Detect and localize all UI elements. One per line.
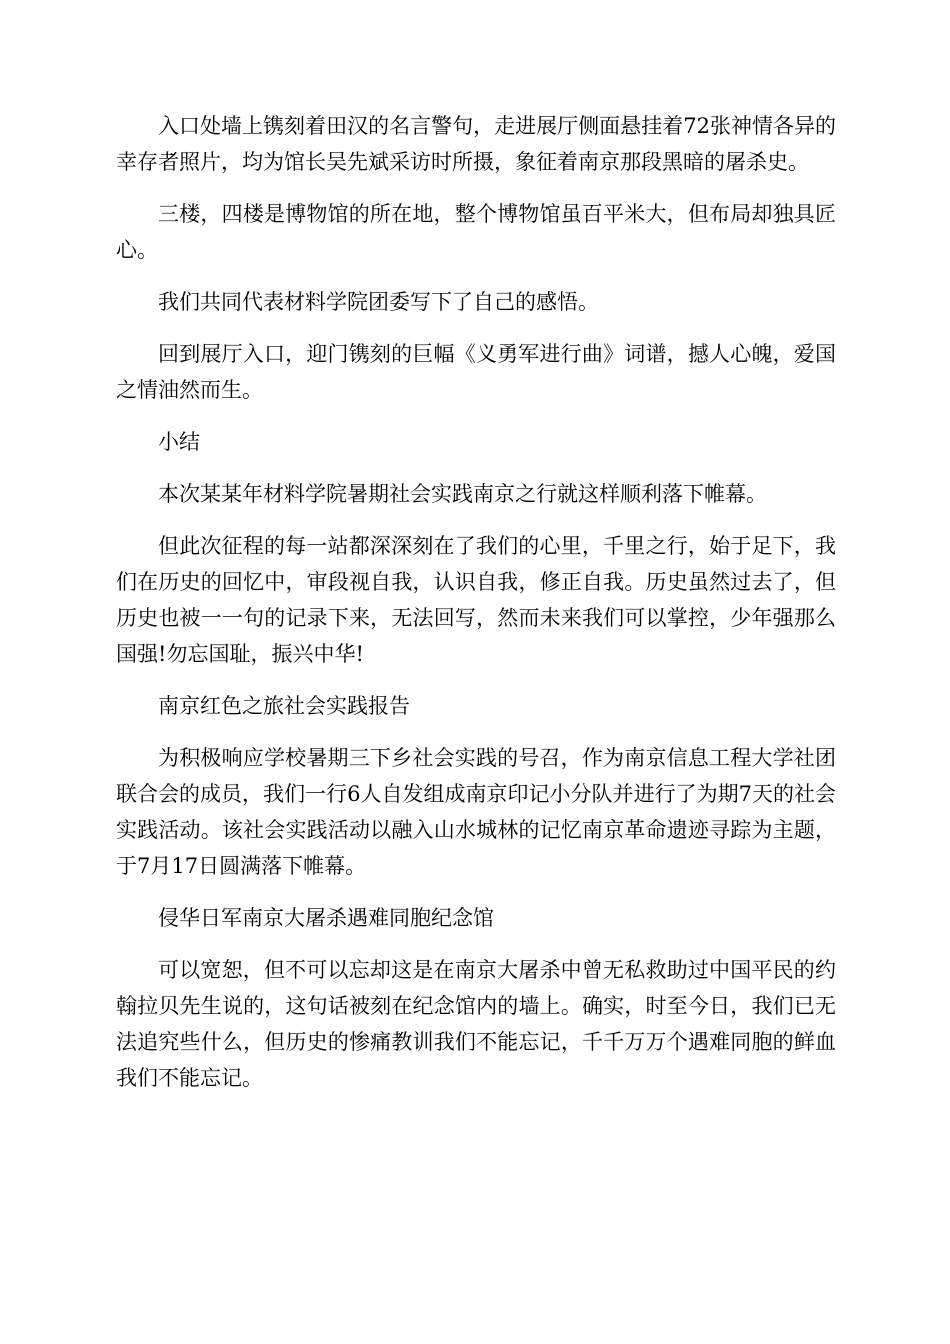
paragraph-trip-conclusion: 本次某某年材料学院暑期社会实践南京之行就这样顺利落下帷幕。 xyxy=(158,482,767,506)
paragraph-journey-reflection: 但此次征程的每一站都深深刻在了我们的心里，千里之行，始于足下，我们在历史的回忆中，审段视自我，认识自我，修正自我。历史虽然过去了，但历史也被一一句的记录下来，无法回写，然而未来我们可以掌控，少年强那么国强!勿忘国耻，振兴中华! xyxy=(116,534,836,666)
paragraph-report-intro: 为积极响应学校暑期三下乡社会实践的号召，作为南京信息工程大学社团联合会的成员，我们一行6人自发组成南京印记小分队并进行了为期7天的社会实践活动。该社会实践活动以融入山水城林的记忆南京革命遗迹寻踪为主题，于7月17日圆满落下帷幕。 xyxy=(116,746,836,878)
document-page xyxy=(116,108,836,1112)
paragraph-rabe-quote: 可以宽恕，但不可以忘却这是在南京大屠杀中曾无私救助过中国平民的约翰拉贝先生说的，这句话被刻在纪念馆内的墙上。确实，时至今日，我们已无法追究些什么，但历史的惨痛教训我们不能忘记，千千万万个遇难同胞的鲜血我们不能忘记。 xyxy=(116,958,836,1090)
paragraph-team-reflection: 我们共同代表材料学院团委写下了自己的感悟。 xyxy=(158,290,599,314)
paragraph-museum-floors: 三楼，四楼是博物馆的所在地，整个博物馆虽百平米大，但布局却独具匠心。 xyxy=(116,202,836,262)
section-heading-memorial-hall: 侵华日军南京大屠杀遇难同胞纪念馆 xyxy=(158,906,494,930)
section-heading-summary: 小结 xyxy=(158,430,200,454)
paragraph-museum-entrance: 入口处墙上镌刻着田汉的名言警句，走进展厅侧面悬挂着72张神情各异的幸存者照片，均为馆长吴先斌采访时所摄，象征着南京那段黑暗的屠杀史。 xyxy=(116,114,836,174)
paragraph-anthem-score: 回到展厅入口，迎门镌刻的巨幅《义勇军进行曲》词谱，撼人心魄，爱国之情油然而生。 xyxy=(116,342,836,402)
section-heading-report-title: 南京红色之旅社会实践报告 xyxy=(158,694,410,718)
